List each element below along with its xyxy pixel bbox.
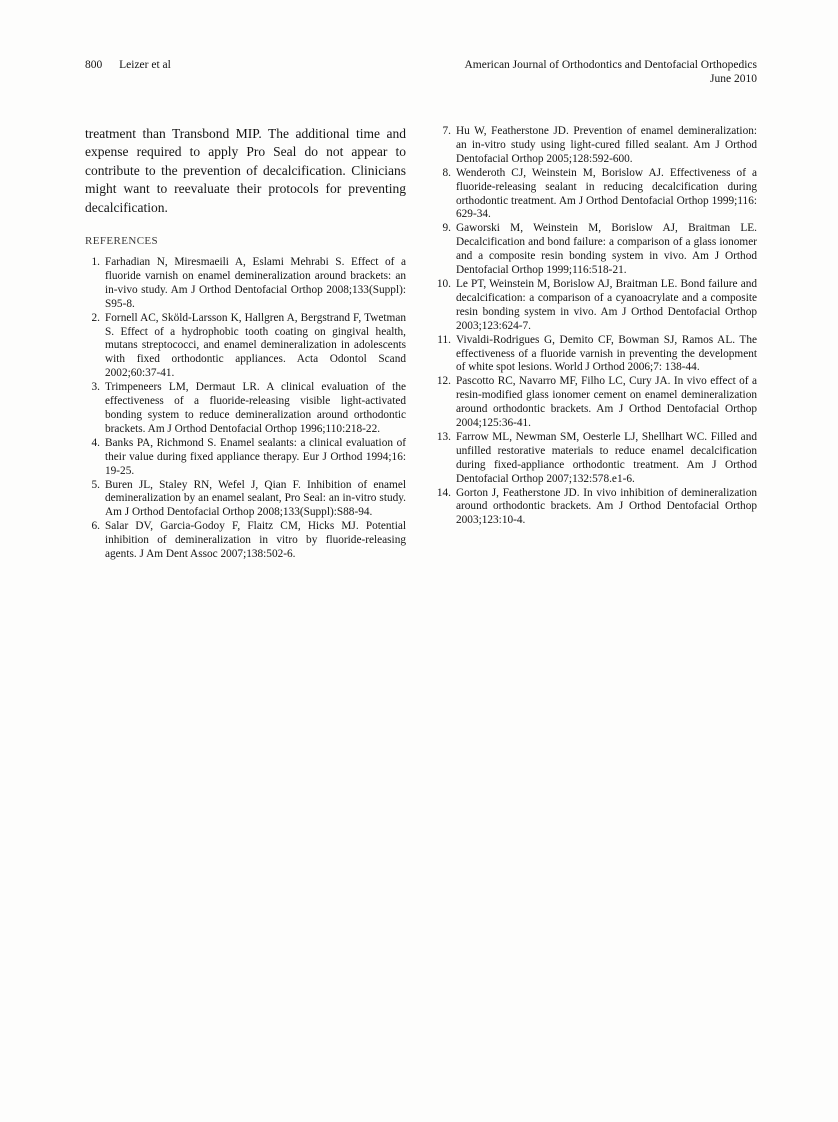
reference-item: [436, 222, 757, 278]
reference-item: [85, 479, 406, 521]
reference-number: 4.: [91, 436, 100, 449]
reference-text: Farhadian N, Miresmaeili A, Eslami Mehrabi S. Effect of a fluoride varnish on enamel demineralization around brackets: an in-vivo study. Am J Orthod Dentofacial Orthop 2008;133(Suppl): S95-8.: [105, 256, 406, 310]
reference-text: Buren JL, Staley RN, Wefel J, Qian F. Inhibition of enamel demineralization by an enamel sealant, Pro Seal: an in-vitro study. Am J Orthod Dentofacial Orthop 2008;133(Suppl):S88-94.: [105, 478, 406, 519]
reference-item: [85, 520, 406, 562]
journal-title: American Journal of Orthodontics and Dentofacial Orthopedics: [464, 59, 757, 71]
article-body: [85, 125, 757, 562]
page-header: [85, 58, 757, 86]
reference-text: Fornell AC, Sköld-Larsson K, Hallgren A, Bergstrand F, Twetman S. Effect of a hydrophobic tooth coating on gingival health, mutans streptococci, and enamel demineralization in adolescents with fixed orthodontic appliances. Acta Odontol Scand 2002;60:37-41.: [105, 311, 406, 380]
reference-text: Pascotto RC, Navarro MF, Filho LC, Cury JA. In vivo effect of a resin-modified glass ionomer cement on enamel demineralization around orthodontic brackets. Am J Orthod Dentofacial Orthop 2004;125:36-41.: [456, 375, 757, 430]
references-heading: REFERENCES: [85, 235, 159, 248]
reference-number: 2.: [91, 311, 100, 324]
running-head-left: [85, 58, 171, 72]
reference-list-right: [436, 125, 757, 528]
reference-text: Hu W, Featherstone JD. Prevention of enamel demineralization: an in-vitro study using light-cured filled sealant. Am J Orthod Dentofacial Orthop 2005;128:592-600.: [456, 125, 757, 165]
reference-item: [85, 256, 406, 312]
reference-item: [85, 312, 406, 382]
reference-item: [436, 487, 757, 529]
reference-number: 6.: [91, 520, 100, 533]
reference-number: 9.: [442, 222, 451, 235]
running-authors: Leizer et al: [119, 59, 171, 71]
reference-text: Banks PA, Richmond S. Enamel sealants: a clinical evaluation of their value during fixed appliance therapy. Eur J Orthod 1994;16: 19-25.: [105, 436, 406, 477]
reference-number: 8.: [442, 166, 451, 179]
reference-text: Salar DV, Garcia-Godoy F, Flaitz CM, Hicks MJ. Potential inhibition of demineralization in vitro by fluoride-releasing agents. J Am Dent Assoc 2007;138:502-6.: [105, 520, 406, 561]
reference-number: 13.: [436, 430, 451, 443]
reference-item: [85, 437, 406, 479]
reference-text: Gorton J, Featherstone JD. In vivo inhibition of demineralization around orthodontic brackets. Am J Orthod Dentofacial Orthop 2003;123:10-4.: [456, 486, 757, 527]
reference-number: 14.: [436, 486, 451, 499]
left-column: [85, 125, 406, 562]
reference-list-left: [85, 256, 406, 562]
reference-number: 1.: [91, 256, 100, 269]
reference-item: [85, 381, 406, 437]
running-head-right: [464, 58, 757, 86]
reference-item: [436, 375, 757, 431]
reference-text: Farrow ML, Newman SM, Oesterle LJ, Shellhart WC. Filled and unfilled restorative materials to reduce enamel decalcification during fixed-appliance orthodontic treatment. Am J Orthod Dentofacial Orthop 2007;132:578.e1-6.: [456, 430, 757, 485]
reference-item: [436, 278, 757, 334]
reference-text: Trimpeneers LM, Dermaut LR. A clinical evaluation of the effectiveness of a fluoride-releasing visible light-activated bonding system to reduce demineralization around orthodontic brackets. Am J Orthod Dentofacial Orthop 1996;110:218-22.: [105, 381, 406, 435]
reference-text: Le PT, Weinstein M, Borislow AJ, Braitman LE. Bond failure and decalcification: a comparison of a cyanoacrylate and a composite resin bonding system in vivo. Am J Orthod Dentofacial Orthop 2003;123:624-7.: [456, 277, 757, 332]
reference-number: 10.: [436, 277, 451, 290]
reference-text: Gaworski M, Weinstein M, Borislow AJ, Braitman LE. Decalcification and bond failure: a comparison of a glass ionomer and a composite resin bonding system in vivo. Am J Orthod Dentofacial Orthop 1999;116:518-21.: [456, 222, 757, 277]
reference-number: 12.: [436, 375, 451, 388]
reference-number: 11.: [437, 333, 451, 346]
right-column: [436, 125, 757, 562]
reference-item: [436, 125, 757, 167]
reference-number: 7.: [442, 125, 451, 137]
reference-number: 5.: [91, 478, 100, 491]
reference-item: [436, 167, 757, 223]
reference-item: [436, 334, 757, 376]
reference-item: [436, 431, 757, 487]
issue-date: June 2010: [710, 73, 757, 85]
page-number: 800: [85, 59, 103, 71]
reference-text: Vivaldi-Rodrigues G, Demito CF, Bowman SJ, Ramos AL. The effectiveness of a fluoride varnish in preventing the development of white spot lesions. World J Orthod 2006;7: 138-44.: [456, 333, 757, 374]
reference-text: Wenderoth CJ, Weinstein M, Borislow AJ. Effectiveness of a fluoride-releasing sealant in reducing decalcification during orthodontic treatment. Am J Orthod Dentofacial Orthop 1999;116: 629-34.: [456, 166, 757, 221]
closing-paragraph: treatment than Transbond MIP. The additional time and expense required to apply Pro Seal do not appear to contribute to the prevention of decalcification. Clinicians might want to reevaluate their protocols for preventing decalcification.: [85, 126, 406, 215]
reference-number: 3.: [91, 381, 100, 394]
